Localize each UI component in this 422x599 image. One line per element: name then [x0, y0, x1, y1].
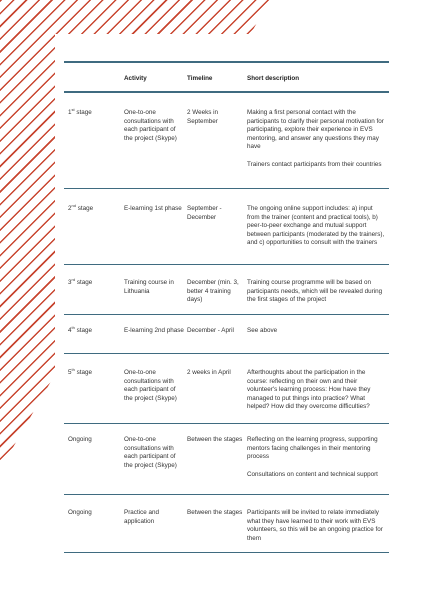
- description-cell: Making a first personal contact with the participants to clarify their personal motivation for participating, explore their experience in EVS mentoring, and answer any questions they may have Trainers contact participants from their countries: [247, 109, 384, 168]
- activity-cell: Practice and application: [124, 509, 160, 525]
- activity-cell: One-to-one consultations with each participant of the project (Skype): [124, 436, 177, 469]
- row-divider: [64, 423, 389, 424]
- activity-cell: E-learning 1st phase: [124, 205, 182, 212]
- description-cell: The ongoing online support includes: a) input from the trainer (content and practical tools), b) peer-to-peer exchange and mutual support between participants (moderated by the trainers), and c) opportunities to consult with the trainers: [247, 205, 385, 247]
- timeline-cell: 2 Weeks in September: [187, 109, 219, 125]
- row-divider: [64, 353, 389, 354]
- stage-label: 5th stage: [68, 366, 93, 376]
- header-activity: Activity: [124, 75, 147, 82]
- timeline-cell: Between the stages: [187, 509, 243, 516]
- stage-label: 2nd stage: [68, 202, 94, 212]
- table-top-rule: [64, 61, 389, 63]
- activity-cell: E-learning 2nd phase: [124, 327, 184, 334]
- stage-label: 4th stage: [68, 324, 93, 334]
- stage-label: Ongoing: [68, 509, 92, 516]
- timeline-cell: December (min. 3, better 4 training days): [187, 279, 239, 304]
- description-cell: See above: [247, 327, 278, 334]
- timeline-cell: December - April: [187, 327, 234, 334]
- header-timeline: Timeline: [187, 75, 213, 82]
- row-divider: [64, 314, 389, 315]
- description-cell: Participants will be invited to relate immediately what they have learned to their work with EVS volunteers, so this will be an ongoing practice for them: [247, 509, 383, 542]
- table-bottom-rule: [64, 552, 389, 553]
- row-divider: [64, 264, 389, 265]
- activity-cell: One-to-one consultations with each participant of the project (Skype): [124, 369, 177, 402]
- header-description: Short description: [247, 75, 300, 82]
- activity-cell: One-to-one consultations with each participant of the project (Skype): [124, 109, 177, 142]
- stage-label: Ongoing: [68, 436, 92, 443]
- stage-label: 1st stage: [68, 106, 92, 116]
- description-cell: Reflecting on the learning progress, supporting mentors facing challenges in their mentoring process Consultations on content and technical support: [247, 436, 378, 478]
- row-divider: [64, 188, 389, 189]
- row-divider: [64, 494, 389, 495]
- header-rule: [64, 91, 389, 93]
- description-cell: Afterthoughts about the participation in the course: reflecting on their own and their volunteer's learning process: How have they managed to put things into practice? What helped? How did they overcome difficulties?: [247, 369, 371, 411]
- stage-label: 3rd stage: [68, 276, 93, 286]
- timeline-cell: Between the stages: [187, 436, 243, 443]
- timeline-cell: September - December: [187, 205, 222, 221]
- activity-cell: Training course in Lithuania: [124, 279, 174, 295]
- description-cell: Training course programme will be based on participants needs, which will be revealed during the first stages of the project: [247, 279, 383, 304]
- timeline-cell: 2 weeks in April: [187, 369, 231, 376]
